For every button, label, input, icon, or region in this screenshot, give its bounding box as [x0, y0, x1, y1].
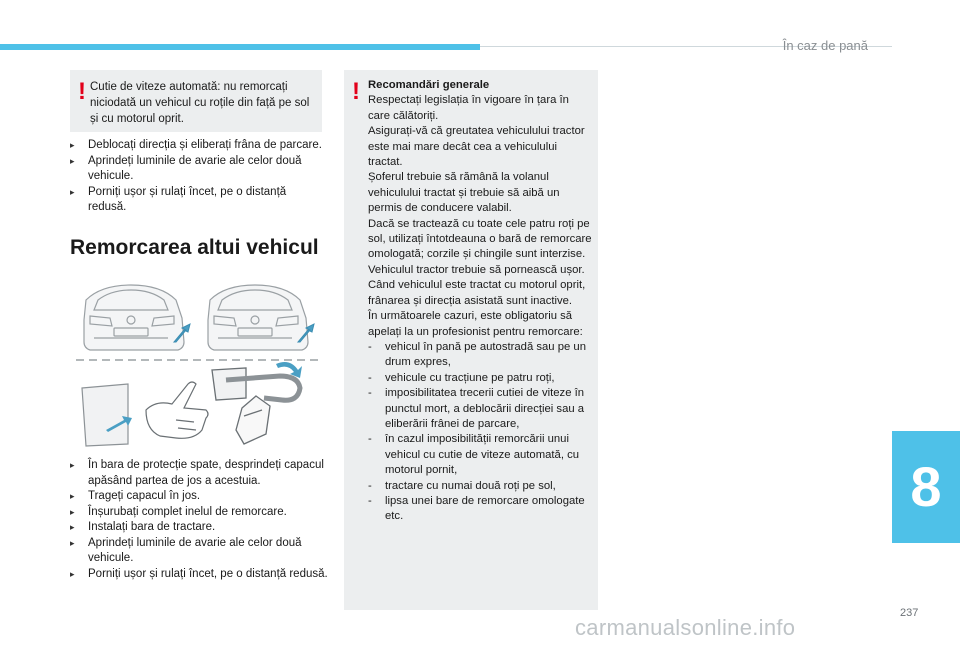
case-item: - tractare cu numai două roți pe sol,	[368, 479, 594, 494]
case-item: - vehicule cu tracțiune pe patru roți,	[368, 371, 594, 386]
towing-eye-illustration	[76, 280, 322, 450]
warning-text: Cutie de viteze automată: nu remorcați niciodată un vehicul cu roțile din față pe sol și cu motorul oprit.	[90, 81, 310, 125]
section-heading: Remorcarea altui vehicul	[70, 236, 319, 259]
step-item: ▸ Deblocați direcția și eliberați frâna de parcare.	[70, 138, 322, 154]
case-item: - vehicul în pană pe autostradă sau pe un drum expres,	[368, 340, 594, 371]
step-item: ▸ În bara de protecție spate, desprindeți capacul apăsând partea de jos a acestuia.	[70, 458, 328, 489]
step-item: ▸ Aprindeți luminile de avarie ale celor două vehicule.	[70, 154, 322, 185]
page-number: 237	[900, 607, 919, 619]
hand-image	[146, 382, 208, 438]
watermark: carmanualsonline.info	[575, 615, 796, 640]
recommendation-paragraph: Șoferul trebuie să rămână la volanul vehiculului tractat și trebuie să aibă un permis de conducere valabil.	[368, 171, 560, 215]
chapter-tab: 8	[892, 431, 960, 543]
cover-panel-image	[82, 384, 128, 446]
steps-list-2	[70, 458, 328, 582]
professional-towing-cases	[368, 340, 594, 525]
recommendation-paragraph: Dacă se tractează cu toate cele patru roți pe sol, utilizați întotdeauna o bară de remorcare omologată; corzile și chingile sunt interzise.	[368, 217, 592, 261]
step-item: ▸ Porniți ușor și rulați încet, pe o distanță redusă.	[70, 185, 322, 216]
section-title: În caz de pană	[782, 38, 868, 53]
warning-exclamation-icon: !	[78, 78, 86, 105]
recommendation-paragraph: În următoarele cazuri, este obligatoriu să apelați la un profesionist pentru remorcare:	[368, 310, 583, 338]
header-accent-bar	[0, 44, 480, 50]
step-item: ▸ Înșurubați complet inelul de remorcare.	[70, 505, 328, 521]
step-item: ▸ Porniți ușor și rulați încet, pe o distanță redusă.	[70, 567, 328, 583]
case-item: - în cazul imposibilității remorcării unui vehicul cu cutie de viteze automată, cu motorul pornit,	[368, 432, 594, 478]
case-item: - lipsa unei bare de remorcare omologate etc.	[368, 494, 594, 525]
car-rear-left-image	[84, 285, 184, 350]
warning-box-automatic-gearbox	[70, 70, 322, 132]
recommendations-text	[368, 78, 594, 525]
recommendations-title: Recomandări generale	[368, 79, 490, 91]
car-rear-right-image	[208, 285, 308, 350]
recommendation-paragraph: Asigurați-vă că greutatea vehiculului tractor este mai mare decât cea a vehiculului tractat.	[368, 125, 585, 169]
steps-list-1	[70, 138, 322, 216]
towing-eye-image	[212, 368, 300, 444]
step-item: ▸ Trageți capacul în jos.	[70, 489, 328, 505]
recommendation-paragraph: Vehiculul tractor trebuie să pornească ușor.	[368, 263, 585, 276]
case-item: - imposibilitatea trecerii cutiei de viteze în punctul mort, a deblocării direcției sau a eliberării frânei de parcare,	[368, 386, 594, 432]
recommendation-paragraph: Respectați legislația în vigoare în țara în care călătoriți.	[368, 94, 569, 122]
step-item: ▸ Aprindeți luminile de avarie ale celor două vehicule.	[70, 536, 328, 567]
recommendation-paragraph: Când vehiculul este tractat cu motorul oprit, frânarea și direcția asistată sunt inactive.	[368, 279, 586, 307]
step-item: ▸ Instalați bara de tractare.	[70, 520, 328, 536]
warning-box-general-recommendations	[344, 70, 598, 610]
warning-exclamation-icon: !	[352, 78, 360, 105]
